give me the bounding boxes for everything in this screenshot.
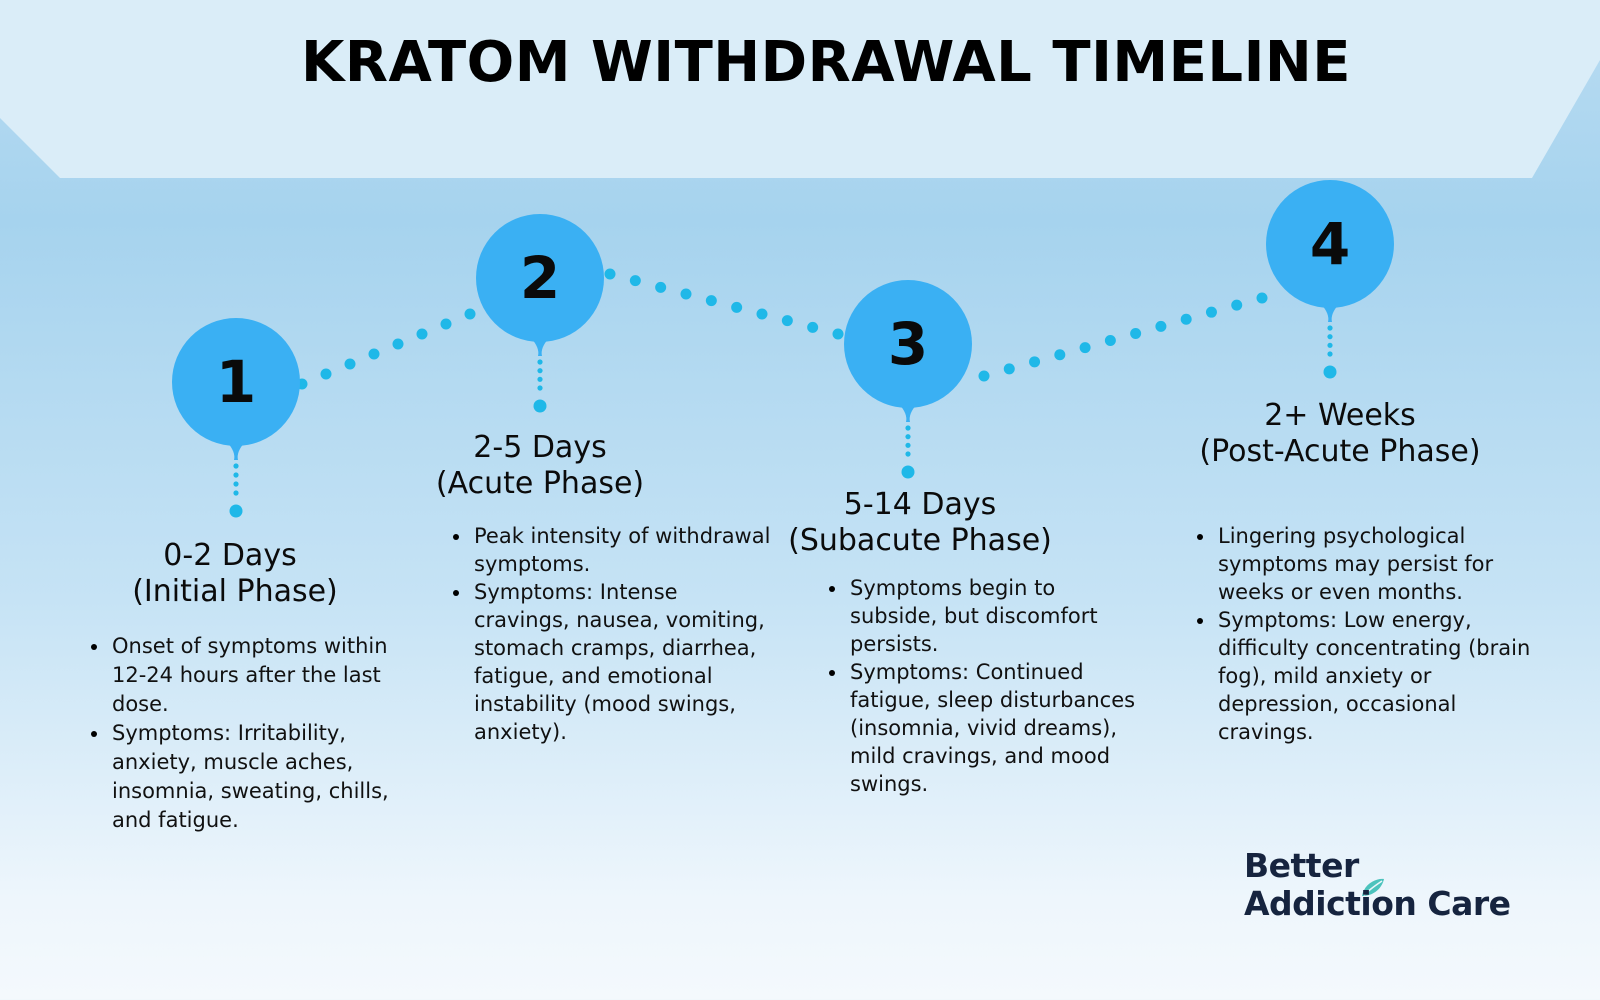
logo-text-line2: Addiction Care [1244,884,1511,923]
phase-2-heading [420,430,660,502]
phase-4-bullets [1186,522,1546,746]
phase-2-number: 2 [519,244,561,312]
list-item: • Symptoms: Irritability, anxiety, muscle aches, insomnia, sweating, chills, and fatigue. [110,719,410,835]
list-item: • Symptoms begin to subside, but discomfort persists. [848,574,1138,658]
phase-2-bullets [442,522,772,746]
phase-1-number: 1 [215,348,257,416]
phase-2-heading-days: 2-5 Days [473,430,607,465]
list-item: • Peak intensity of withdrawal symptoms. [472,522,772,578]
list-item: • Symptoms: Continued fatigue, sleep disturbances (insomnia, vivid dreams), mild cravings, and mood swings. [848,658,1138,798]
list-item: • Onset of symptoms within 12-24 hours after the last dose. [110,632,410,719]
phase-3-number: 3 [887,310,929,378]
phase-3-bullets [818,574,1138,798]
phase-1-number-circle [172,318,300,446]
logo-text-line1: Better [1244,846,1359,885]
phase-3-heading-days: 5-14 Days [843,487,997,522]
phase-4-heading-days: 2+ Weeks [1264,398,1416,433]
phase-4-heading [1180,398,1500,470]
phase-3-number-circle [844,280,972,408]
phase-4-heading-phase: (Post-Acute Phase) [1199,434,1481,469]
phase-4-number: 4 [1309,210,1351,278]
better-addiction-care-logo [1244,846,1511,926]
phase-4-number-circle [1266,180,1394,308]
phase-2-number-circle [476,214,604,342]
phase-1-heading-days: 0-2 Days [163,538,297,573]
phase-2-heading-phase: (Acute Phase) [435,466,645,501]
phase-3-heading-phase: (Subacute Phase) [788,523,1052,558]
page-title: KRATOM WITHDRAWAL TIMELINE [300,30,1352,95]
phase-1-heading [120,538,350,610]
list-item: • Lingering psychological symptoms may persist for weeks or even months. [1216,522,1546,606]
list-item: • Symptoms: Intense cravings, nausea, vomiting, stomach cramps, diarrhea, fatigue, and emotional instability (mood swings, anxiety). [472,578,772,746]
phase-1-heading-phase: (Initial Phase) [132,574,338,609]
phase-1-bullets [80,632,410,835]
phase-3-heading [780,487,1060,559]
list-item: • Symptoms: Low energy, difficulty concentrating (brain fog), mild anxiety or depression, occasional cravings. [1216,606,1546,746]
